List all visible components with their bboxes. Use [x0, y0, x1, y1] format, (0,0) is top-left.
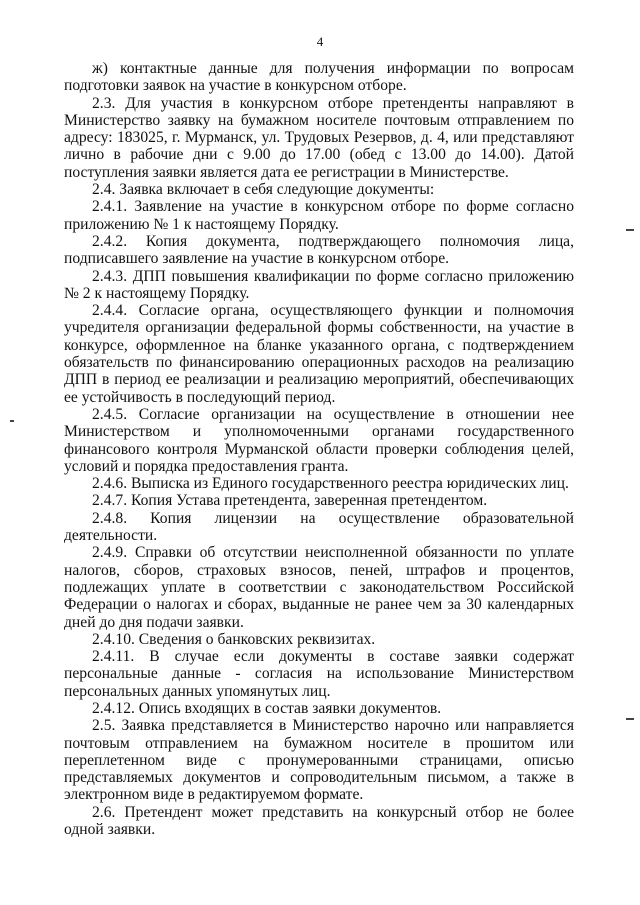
paragraph-2-4-1: 2.4.1. Заявление на участие в конкурсном отборе по форме согласно приложению № 1 к настоящему Порядку.	[64, 198, 574, 233]
document-body	[64, 60, 574, 838]
paragraph-2-4-11: 2.4.11. В случае если документы в составе заявки содержат персональные данные - согласия на использование Министерством персональных данных упомянутых лиц.	[64, 648, 574, 700]
paragraph-2-3: 2.3. Для участия в конкурсном отборе претенденты направляют в Министерство заявку на бумажном носителе почтовым отправлением по адресу: 183025, г. Мурманск, ул. Трудовых Резервов, д. 4, или представляют лично в рабочие дни с 9.00 до 17.00 (обед с 13.00 до 14.00). Датой поступления заявки является дата ее регистрации в Министерстве.	[64, 94, 574, 181]
paragraph-2-4-2: 2.4.2. Копия документа, подтверждающего полномочия лица, подписавшего заявление на участие в конкурсном отборе.	[64, 232, 574, 268]
paragraph-2-4-12: 2.4.12. Опись входящих в состав заявки документов.	[92, 699, 442, 717]
paragraph-2-4: 2.4. Заявка включает в себя следующие документы:	[92, 181, 435, 199]
paragraph-2-4-5: 2.4.5. Согласие организации на осуществление в отношении нее Министерством и уполномоченными органами государственного финансового контроля Мурманской области проверки соблюдения целей, условий и порядка предоставления гранта.	[64, 405, 574, 475]
paragraph-2-4-3: 2.4.3. ДПП повышения квалификации по форме согласно приложению № 2 к настоящему Порядку.	[64, 267, 574, 302]
paragraph-2-4-9: 2.4.9. Справки об отсутствии неисполненной обязанности по уплате налогов, сборов, страховых взносов, пеней, штрафов и процентов, подлежащих уплате в соответствии с законодательством Российской Федерации о налогах и сборах, выданные не ранее чем за 30 календарных дней до дня подачи заявки.	[64, 544, 574, 631]
scan-mark	[626, 229, 634, 231]
paragraph-2-4-7: 2.4.7. Копия Устава претендента, заверенная претендентом.	[92, 492, 488, 510]
paragraph-2-6: 2.6. Претендент может представить на конкурсный отбор не более одной заявки.	[64, 803, 574, 839]
page-number: 4	[316, 34, 324, 49]
paragraph-2-5: 2.5. Заявка представляется в Министерство нарочно или направляется почтовым отправлением на бумажном носителе в прошитом или переплетенном виде с пронумерованными страницами, описью представляемых документов и сопроводительным письмом, а также в электронном виде в редактируемом формате.	[64, 717, 574, 804]
scan-mark	[10, 420, 14, 422]
paragraph-2-4-10: 2.4.10. Сведения о банковских реквизитах.	[92, 630, 376, 648]
paragraph-2-4-4: 2.4.4. Согласие органа, осуществляющего функции и полномочия учредителя организации федеральной формы собственности, на участие в конкурсе, оформленное на бланке указанного органа, с подтверждением обязательств по финансированию операционных расходов на реализацию ДПП в период ее реализации и реализацию мероприятий, обеспечивающих ее устойчивость в последующий период.	[64, 302, 574, 406]
paragraph-2-4-8: 2.4.8. Копия лицензии на осуществление образовательной деятельности.	[64, 509, 574, 545]
paragraph-contact-data: ж) контактные данные для получения информации по вопросам подготовки заявок на участие в конкурсном отборе.	[64, 60, 574, 95]
scan-mark	[626, 718, 634, 720]
paragraph-2-4-6: 2.4.6. Выписка из Единого государственного реестра юридических лиц.	[92, 475, 569, 493]
